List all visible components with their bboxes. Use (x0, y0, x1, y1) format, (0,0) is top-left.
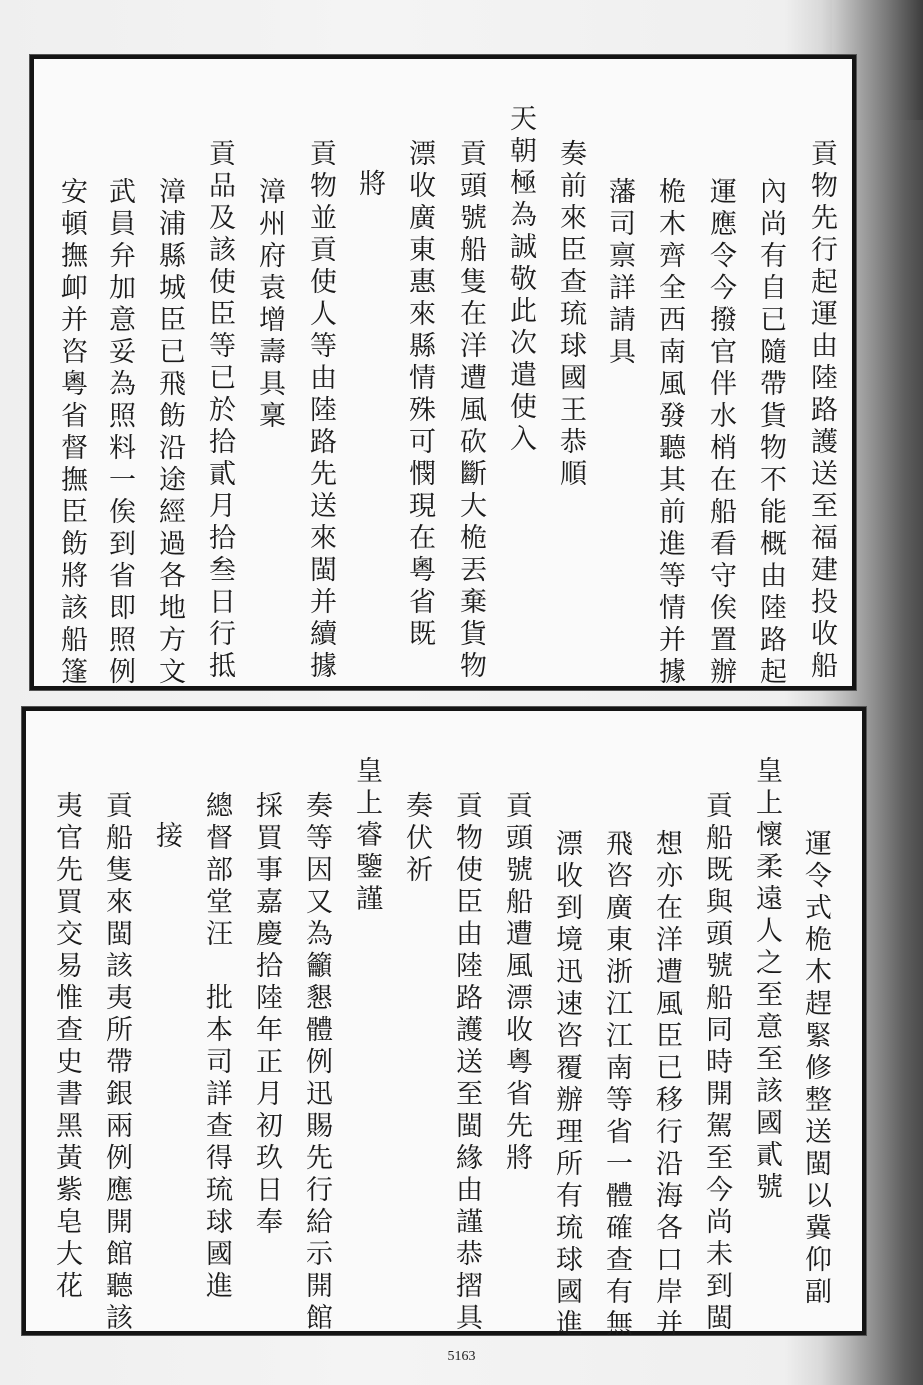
text-column: 貢物使臣由陸路護送至閩緣由謹恭摺具 (451, 791, 482, 1335)
text-column: 夷官先買交易惟查史書黑黃紫皂大花 (51, 791, 82, 1303)
text-column: 飛咨廣東浙江江南等省一體確查有無 (601, 829, 632, 1341)
text-column: 貢頭號船遭風漂收粵省先將 (501, 791, 532, 1175)
text-column: 貢船隻來閩該夷所帶銀兩例應開館聽該 (101, 791, 132, 1335)
text-column: 漳浦縣城臣已飛飭沿途經過各地方文 (154, 177, 185, 689)
text-column: 貢物並貢使人等由陸路先送來閩并續據 (305, 139, 336, 683)
text-column: 皇上睿鑒謹 (351, 756, 382, 916)
text-column: 總督部堂汪 批本司詳查得琉球國進 (201, 791, 232, 1303)
text-column: 皇上懷柔遠人之至意至該國貳號 (751, 756, 782, 1204)
lower-text-panel (22, 707, 866, 1341)
text-column: 貢品及該使臣等已於拾貳月拾叁日行抵 (204, 139, 235, 683)
text-column: 漂收到境迅速咨覆辦理所有琉球國進 (551, 829, 582, 1341)
text-column: 貢頭號船隻在洋遭風砍斷大桅丟棄貨物 (455, 139, 486, 683)
text-column: 運應令今撥官伴水梢在船看守俟置辦 (705, 177, 736, 689)
text-column: 奏伏祈 (401, 791, 432, 887)
text-column: 想亦在洋遭風臣已移行沿海各口岸并 (651, 829, 682, 1341)
text-column: 漂收廣東惠來縣情殊可憫現在粵省既 (404, 139, 435, 651)
text-column: 安頓撫卹并咨粵省督撫臣飭將該船篷 (56, 177, 87, 689)
text-column: 貢物先行起運由陸路護送至福建投收船 (806, 139, 837, 683)
text-column: 武員弁加意妥為照料一俟到省即照例 (104, 177, 135, 689)
text-column: 接 (151, 821, 182, 853)
text-column: 將 (354, 169, 385, 201)
text-column: 桅木齊全西南風發聽其前進等情并據 (654, 177, 685, 689)
text-column: 內尚有自已隨帶貨物不能概由陸路起 (755, 177, 786, 689)
text-column: 奏等因又為籲懇體例迅賜先行給示開館 (301, 791, 332, 1335)
upper-text-panel (30, 55, 856, 690)
text-column: 貢船既與頭號船同時開駕至今尚未到閩 (701, 791, 732, 1335)
page-number: 5163 (447, 1349, 476, 1364)
text-column: 藩司禀詳請具 (604, 177, 635, 369)
text-column: 運令式桅木趕緊修整送閩以冀仰副 (800, 829, 831, 1309)
text-column: 採買事嘉慶拾陸年正月初玖日奉 (251, 791, 282, 1239)
text-column: 天朝極為誠敬此次遣使入 (505, 104, 536, 456)
text-column: 漳州府袁增壽具稟 (254, 177, 285, 433)
text-column: 奏前來臣查琉球國王恭順 (555, 139, 586, 491)
